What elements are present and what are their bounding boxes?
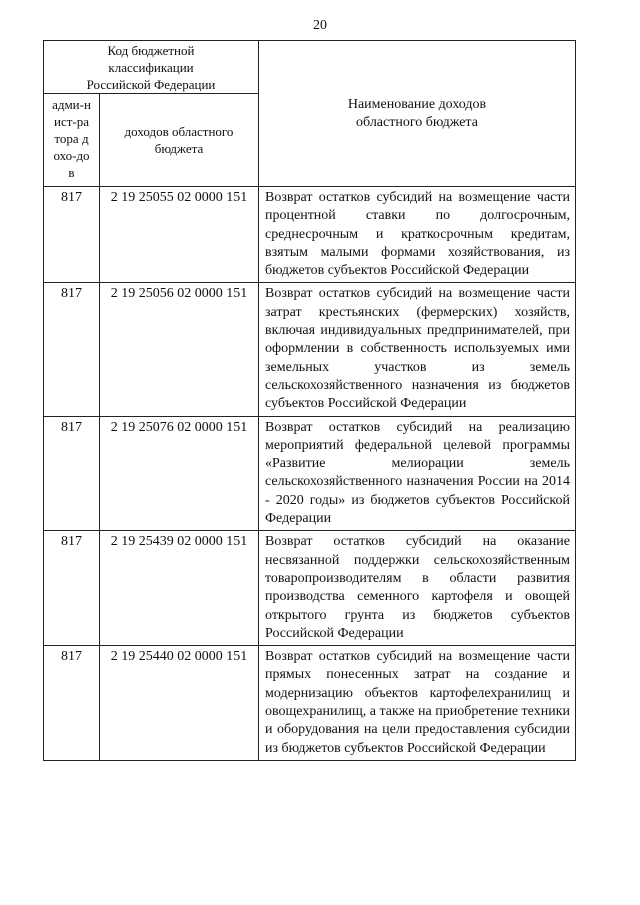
- header-classification-code-label: Код бюджетной классификации Российской Федерации: [86, 42, 216, 92]
- admin-code-cell: 817: [44, 646, 100, 761]
- admin-code-cell: 817: [44, 531, 100, 646]
- table-row: [44, 187, 576, 283]
- header-administrator: [44, 94, 100, 187]
- income-code-cell: 2 19 25076 02 0000 151: [100, 416, 259, 531]
- table-row: [44, 531, 576, 646]
- header-classification-code: [44, 41, 259, 94]
- table-row: [44, 646, 576, 761]
- header-row-group: [44, 41, 576, 94]
- income-code-cell: 2 19 25440 02 0000 151: [100, 646, 259, 761]
- header-administrator-label: адми-нист-ратора дохо-дов: [52, 97, 91, 180]
- header-income-name-label: Наименование доходов областного бюджета: [347, 96, 487, 130]
- admin-code-cell: 817: [44, 187, 100, 283]
- income-name-cell: Возврат остатков субсидий на возмещение части прямых понесенных затрат на создание и модернизацию объектов картофелехранилищ и овощехранилищ, а также на приобретение техники и оборудования на цели предоставления субсидии из бюджетов субъектов Российской Федерации: [259, 646, 576, 761]
- header-regional-income: [100, 94, 259, 187]
- income-name-cell: Возврат остатков субсидий на возмещение части процентной ставки по долгосрочным, среднесрочным и краткосрочным кредитам, взятым малыми формами хозяйствования, из бюджетов субъектов Российской Федерации: [259, 187, 576, 283]
- admin-code-cell: 817: [44, 283, 100, 416]
- header-regional-income-label: доходов областного бюджета: [124, 124, 234, 156]
- page-number: 20: [313, 18, 327, 33]
- income-code-cell: 2 19 25439 02 0000 151: [100, 531, 259, 646]
- income-code-cell: 2 19 25056 02 0000 151: [100, 283, 259, 416]
- table-row: [44, 416, 576, 531]
- table-row: [44, 283, 576, 416]
- income-name-cell: Возврат остатков субсидий на возмещение части затрат крестьянских (фермерских) хозяйств, включая индивидуальных предпринимателей, при оформлении в собственность используемых ими земельных участков из земель сельскохозяйственного назначения из бюджетов субъектов Российской Федерации: [259, 283, 576, 416]
- income-code-cell: 2 19 25055 02 0000 151: [100, 187, 259, 283]
- admin-code-cell: 817: [44, 416, 100, 531]
- income-name-cell: Возврат остатков субсидий на реализацию мероприятий федеральной целевой программы «Развитие мелиорации земель сельскохозяйственного назначения России на 2014 - 2020 годы» из бюджетов субъектов Российской Федерации: [259, 416, 576, 531]
- header-income-name: [259, 41, 576, 187]
- income-name-cell: Возврат остатков субсидий на оказание несвязанной поддержки сельскохозяйственным товаропроизводителям в области развития производства семенного картофеля и овощей открытого грунта из бюджетов субъектов Российской Федерации: [259, 531, 576, 646]
- budget-classification-table: [43, 40, 576, 761]
